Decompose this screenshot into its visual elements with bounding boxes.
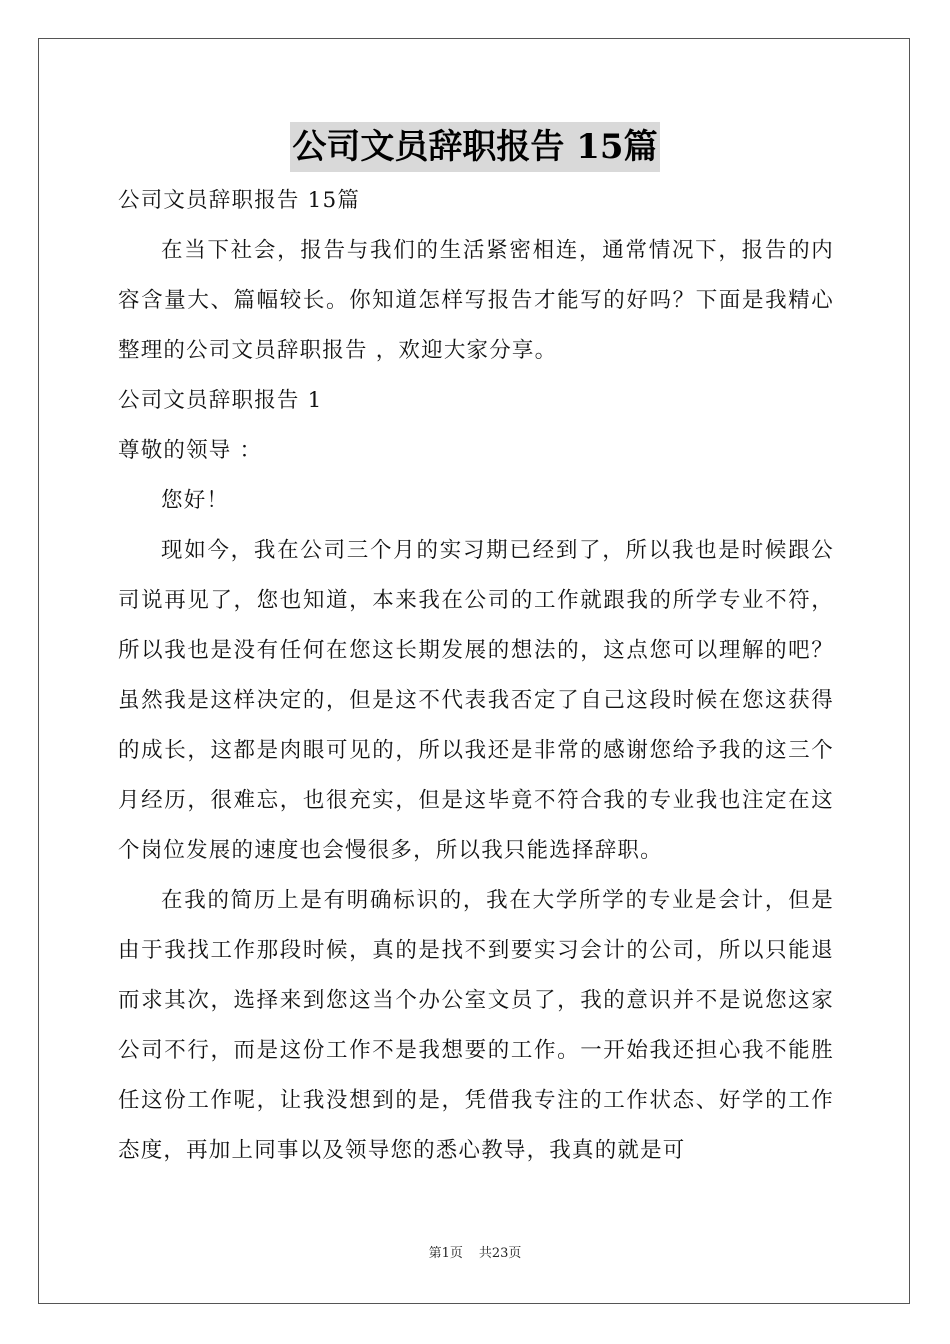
document-title: 公司文员辞职报告 15篇: [290, 122, 659, 172]
body-paragraph: 在我的简历上是有明确标识的，我在大学所学的专业是会计，但是由于我找工作那段时候，真的是找不到要实习会计的公司，所以只能退而求其次，选择来到您这当个办公室文员了，我的意识并不是说您这家公司不行，而是这份工作不是我想要的工作。一开始我还担心我不能胜任这份工作呢，让我没想到的是，凭借我专注的工作状态、好学的工作态度，再加上同事以及领导您的悉心教导，我真的就是可: [118, 888, 834, 1163]
page-total: 共23页: [478, 1246, 522, 1261]
section-heading: 公司文员辞职报告 1: [118, 388, 323, 413]
intro-paragraph: 在当下社会，报告与我们的生活紧密相连，通常情况下，报告的内容含量大、篇幅较长。你知道怎样写报告才能写的好吗？下面是我精心整理的公司文员辞职报告 ，欢迎大家分享。: [118, 238, 834, 363]
page-footer: [0, 1244, 950, 1264]
page-number: 第1页: [428, 1246, 463, 1261]
greeting: 您好！: [161, 488, 230, 513]
subtitle-line: 公司文员辞职报告 15篇: [118, 188, 361, 213]
document-body: [118, 176, 834, 1176]
title-container: [0, 122, 950, 172]
salutation: 尊敬的领导 ：: [118, 438, 263, 463]
body-paragraph: 现如今，我在公司三个月的实习期已经到了，所以我也是时候跟公司说再见了，您也知道，本来我在公司的工作就跟我的所学专业不符，所以我也是没有任何在您这长期发展的想法的，这点您可以理解的吧？虽然我是这样决定的，但是这不代表我否定了自己这段时候在您这获得的成长，这都是肉眼可见的，所以我还是非常的感谢您给予我的这三个月经历，很难忘，也很充实，但是这毕竟不符合我的专业我也注定在这个岗位发展的速度也会慢很多，所以我只能选择辞职。: [118, 538, 834, 863]
